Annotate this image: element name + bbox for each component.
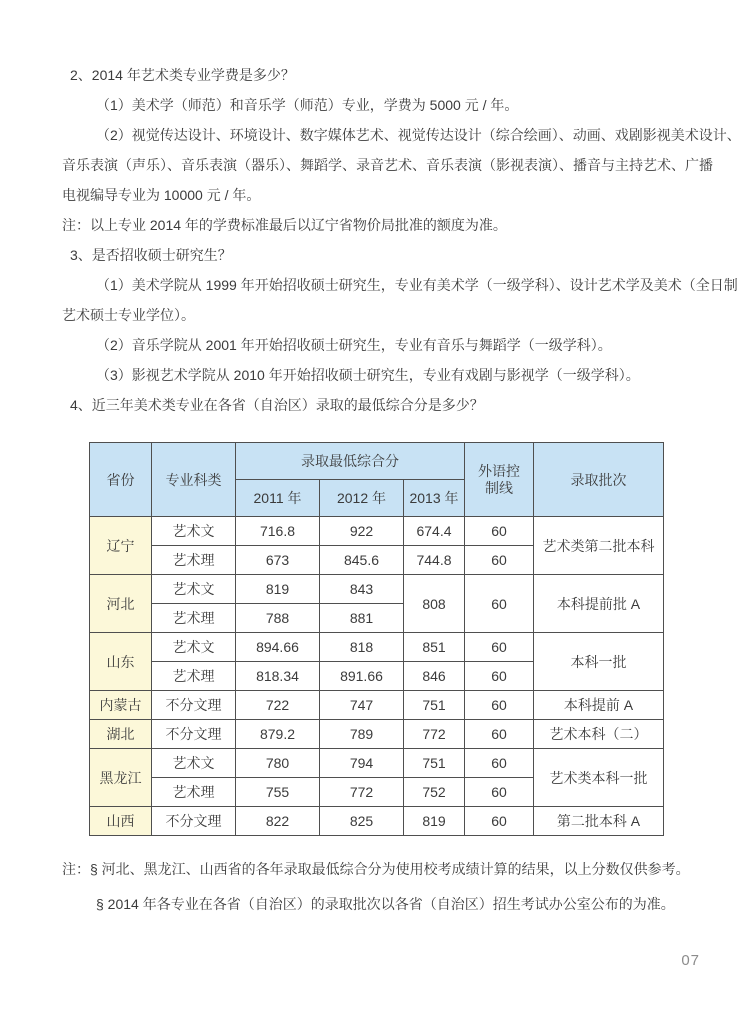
- table-row-hebei-arts-liberal: [90, 575, 664, 604]
- province-cell: 黑龙江: [90, 749, 152, 807]
- foreign-line-cell: 60: [465, 807, 534, 836]
- batch-cell: 艺术类第二批本科: [534, 517, 664, 575]
- score-cell-2012: 789: [320, 720, 404, 749]
- question-3-heading: 3、是否招收硕士研究生？: [70, 247, 232, 263]
- question-2-paragraph-2-line-3: 电视编导专业为 10000 元 / 年。: [62, 187, 261, 203]
- province-cell: 内蒙古: [90, 691, 152, 720]
- score-cell-2012: 825: [320, 807, 404, 836]
- score-cell-2011: 755: [236, 778, 320, 807]
- foreign-line-cell: 60: [465, 749, 534, 778]
- category-cell: 艺术文: [152, 633, 236, 662]
- table-header-row-1: [90, 443, 664, 480]
- category-cell: 艺术文: [152, 575, 236, 604]
- batch-cell: 艺术本科（二）: [534, 720, 664, 749]
- score-cell-2013: 751: [404, 749, 465, 778]
- category-cell: 艺术文: [152, 517, 236, 546]
- table-row-inner-mongolia: [90, 691, 664, 720]
- score-cell-2011: 818.34: [236, 662, 320, 691]
- batch-cell: 本科提前 A: [534, 691, 664, 720]
- category-cell: 艺术理: [152, 778, 236, 807]
- score-cell-2011: 780: [236, 749, 320, 778]
- question-3-paragraph-1-line-1: （1）美术学院从 1999 年开始招收硕士研究生，专业有美术学（一级学科）、设计艺术学及美术（全日制: [96, 277, 738, 293]
- question-2-paragraph-2-line-1: （2）视觉传达设计、环境设计、数字媒体艺术、视觉传达设计（综合绘画）、动画、戏剧影视美术设计、: [96, 127, 741, 143]
- province-cell: 河北: [90, 575, 152, 633]
- score-cell-2012: 772: [320, 778, 404, 807]
- score-cell-2013: 851: [404, 633, 465, 662]
- score-cell-2012: 818: [320, 633, 404, 662]
- question-2-heading: 2、2014 年艺术类专业学费是多少？: [70, 67, 295, 83]
- score-cell-2013: 751: [404, 691, 465, 720]
- category-cell: 不分文理: [152, 691, 236, 720]
- question-2-paragraph-2-line-2: 音乐表演（声乐）、音乐表演（器乐）、舞蹈学、录音艺术、音乐表演（影视表演）、播音与主持艺术、广播: [62, 157, 713, 173]
- header-cell-batch: 录取批次: [534, 443, 664, 517]
- province-cell: 山西: [90, 807, 152, 836]
- category-cell: 艺术理: [152, 546, 236, 575]
- foreign-line-cell: 60: [465, 575, 534, 633]
- foreign-line-cell: 60: [465, 778, 534, 807]
- score-cell-2013: 674.4: [404, 517, 465, 546]
- question-2-paragraph-1: （1）美术学（师范）和音乐学（师范）专业，学费为 5000 元 / 年。: [96, 97, 519, 113]
- header-cell-year-2011: 2011 年: [236, 480, 320, 517]
- foreign-line-cell: 60: [465, 720, 534, 749]
- table-row-liaoning-arts-liberal: [90, 517, 664, 546]
- score-cell-2011: 879.2: [236, 720, 320, 749]
- question-3-paragraph-3: （3）影视艺术学院从 2010 年开始招收硕士研究生，专业有戏剧与影视学（一级学科）。: [96, 367, 640, 383]
- batch-cell: 第二批本科 A: [534, 807, 664, 836]
- faq-text-block: [62, 60, 741, 420]
- footnote-line-2: § 2014 年各专业在各省（自治区）的录取批次以各省（自治区）招生考试办公室公布的为准。: [96, 896, 675, 912]
- question-3-paragraph-2: （2）音乐学院从 2001 年开始招收硕士研究生，专业有音乐与舞蹈学（一级学科）。: [96, 337, 612, 353]
- score-cell-2013: 819: [404, 807, 465, 836]
- score-cell-2013: 808: [404, 575, 465, 633]
- batch-cell: 艺术类本科一批: [534, 749, 664, 807]
- score-cell-2013: 846: [404, 662, 465, 691]
- batch-cell: 本科提前批 A: [534, 575, 664, 633]
- header-cell-year-2012: 2012 年: [320, 480, 404, 517]
- category-cell: 艺术理: [152, 604, 236, 633]
- batch-cell: 本科一批: [534, 633, 664, 691]
- header-cell-province: 省份: [90, 443, 152, 517]
- table-row-shandong-arts-liberal: [90, 633, 664, 662]
- table-row-hubei: [90, 720, 664, 749]
- province-cell: 湖北: [90, 720, 152, 749]
- table-footnotes: [62, 854, 708, 919]
- score-cell-2013: 744.8: [404, 546, 465, 575]
- score-cell-2012: 843: [320, 575, 404, 604]
- score-cell-2011: 722: [236, 691, 320, 720]
- score-cell-2011: 673: [236, 546, 320, 575]
- question-4-heading: 4、近三年美术类专业在各省（自治区）录取的最低综合分是多少？: [70, 397, 484, 413]
- header-cell-foreign-language-line-2: 制线: [485, 479, 513, 496]
- page-number: 07: [681, 952, 700, 969]
- category-cell: 不分文理: [152, 807, 236, 836]
- header-cell-foreign-language-line: [465, 443, 534, 517]
- province-cell: 辽宁: [90, 517, 152, 575]
- question-2-note: 注：以上专业 2014 年的学费标准最后以辽宁省物价局批准的额度为准。: [62, 217, 507, 233]
- score-cell-2011: 894.66: [236, 633, 320, 662]
- score-cell-2011: 822: [236, 807, 320, 836]
- foreign-line-cell: 60: [465, 691, 534, 720]
- foreign-line-cell: 60: [465, 633, 534, 662]
- province-cell: 山东: [90, 633, 152, 691]
- score-cell-2012: 881: [320, 604, 404, 633]
- score-cell-2011: 716.8: [236, 517, 320, 546]
- score-cell-2011: 819: [236, 575, 320, 604]
- category-cell: 艺术理: [152, 662, 236, 691]
- score-cell-2011: 788: [236, 604, 320, 633]
- admission-scores-table: [89, 442, 664, 836]
- score-cell-2012: 922: [320, 517, 404, 546]
- table-row-shanxi: [90, 807, 664, 836]
- score-cell-2012: 794: [320, 749, 404, 778]
- footnote-line-1: 注：§ 河北、黑龙江、山西省的各年录取最低综合分为使用校考成绩计算的结果，以上分数仅供参考。: [62, 861, 690, 877]
- question-3-paragraph-1-line-2: 艺术硕士专业学位）。: [62, 307, 195, 323]
- header-cell-category: 专业科类: [152, 443, 236, 517]
- score-cell-2013: 772: [404, 720, 465, 749]
- foreign-line-cell: 60: [465, 517, 534, 546]
- category-cell: 不分文理: [152, 720, 236, 749]
- score-cell-2013: 752: [404, 778, 465, 807]
- score-cell-2012: 891.66: [320, 662, 404, 691]
- score-cell-2012: 747: [320, 691, 404, 720]
- score-cell-2012: 845.6: [320, 546, 404, 575]
- header-cell-year-2013: 2013 年: [404, 480, 465, 517]
- foreign-line-cell: 60: [465, 662, 534, 691]
- header-cell-min-score: 录取最低综合分: [236, 443, 465, 480]
- header-cell-foreign-language-line-1: 外语控: [478, 462, 520, 479]
- table-row-heilongjiang-arts-liberal: [90, 749, 664, 778]
- foreign-line-cell: 60: [465, 546, 534, 575]
- category-cell: 艺术文: [152, 749, 236, 778]
